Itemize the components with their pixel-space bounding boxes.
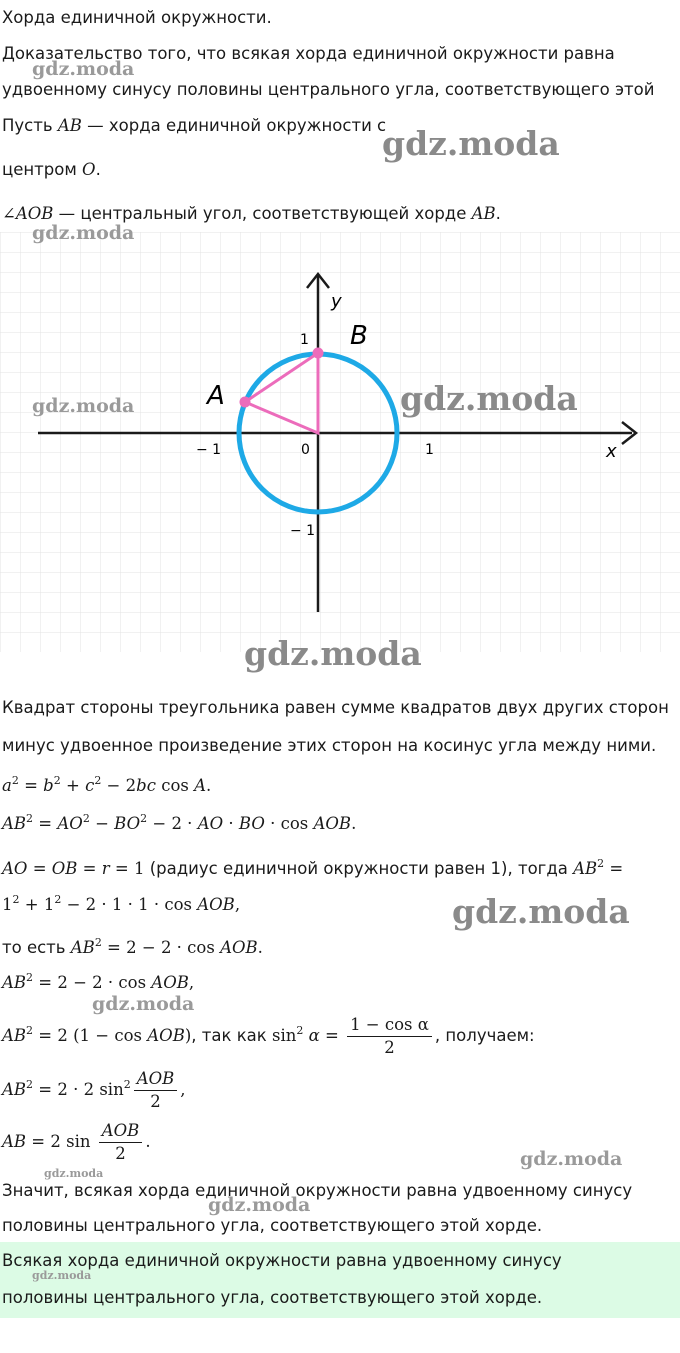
conclusion-line-1: Значит, всякая хорда единичной окружности равна удвоенному синусу — [2, 1181, 633, 1200]
watermark: gdz.moda — [382, 124, 560, 163]
unit-circle-figure — [0, 232, 680, 652]
watermark: gdz.moda — [520, 1148, 623, 1170]
watermark: gdz.moda — [44, 1167, 104, 1180]
task-line-1: Доказательство того, что всякая хорда единичной окружности равна — [2, 44, 615, 63]
formula-double-sin: $AB^2 = 2 \cdot 2$ $\sin^2$ $\frac{\text{AOB}}{2}$ , — [2, 1069, 186, 1111]
watermark: gdz.moda — [92, 993, 195, 1015]
formula-that-is: то есть $AB^2 = 2 - 2 \cdot \cos$ AOB. — [2, 936, 263, 957]
task-line-2: удвоенному синусу половины центрального угла, соответствующего этой — [2, 80, 655, 99]
answer-box — [0, 1242, 680, 1318]
page-title: Хорда единичной окружности. — [2, 8, 272, 27]
watermark: gdz.moda — [244, 634, 422, 673]
answer-line-1: Всякая хорда единичной окружности равна удвоенному синусу — [2, 1251, 562, 1270]
let-line: Пусть AB — хорда единичной окружности с — [2, 116, 387, 135]
formula-repeat: $AB^2 = 2 - 2 \cdot \cos$ AOB, — [2, 971, 195, 992]
watermark: gdz.moda — [452, 892, 630, 931]
origin-label: 0 — [301, 442, 310, 458]
watermark: gdz.moda — [208, 1194, 311, 1216]
law-line-2: минус удвоенное произведение этих сторон на косинус угла между ними. — [2, 736, 657, 755]
point-b-marker — [313, 348, 324, 359]
answer-line-2: половины центрального угла, соответствующего этой хорде. — [2, 1288, 543, 1307]
x-axis-label: x — [606, 441, 617, 462]
formula-cosine-law: $a^2 = b^2 + c^2 - 2bc$ cos A. — [2, 774, 212, 795]
point-b-label: B — [350, 321, 368, 351]
watermark: gdz.moda — [32, 58, 135, 80]
watermark: gdz.moda — [32, 395, 135, 417]
tick-label-y-pos: 1 — [300, 332, 309, 348]
formula-half-angle: $AB^2 = 2$ (1 − cos AOB), так как $\sin^2 \alpha$ = $\frac{\text{1 − cos α}}{2}$ , получаем: — [2, 1015, 535, 1057]
watermark: gdz.moda — [32, 222, 135, 244]
tick-label-x-neg: − 1 — [196, 442, 222, 458]
angle-line: ∠AOB — центральный угол, соответствующей хорде AB. — [2, 204, 501, 223]
radius-line: AO = OB = r = 1 (радиус единичной окружности равен 1), тогда $AB^2$ = — [2, 857, 624, 878]
watermark: gdz.moda — [400, 379, 578, 418]
center-line: центром O. — [2, 160, 101, 179]
point-a-marker — [240, 397, 251, 408]
tick-label-y-neg: − 1 — [290, 523, 316, 539]
formula-substitution: $1^2 + 1^2 - 2 \cdot 1 \cdot 1 \cdot \cos$ AOB, — [2, 893, 241, 914]
formula-result: AB = 2 sin $\frac{\text{AOB}}{2}$ . — [2, 1121, 151, 1163]
formula-ab-squared: $AB^2 = AO^2 - BO^2 - 2$ · AO · BO · cos AOB. — [2, 812, 357, 833]
watermark: gdz.moda — [32, 1269, 92, 1282]
point-a-label: A — [207, 381, 225, 411]
tick-label-x-pos: 1 — [425, 442, 434, 458]
conclusion-line-2: половины центрального угла, соответствующего этой хорде. — [2, 1216, 543, 1235]
law-line-1: Квадрат стороны треугольника равен сумме квадратов двух других сторон — [2, 698, 669, 717]
y-axis-label: y — [331, 291, 342, 312]
